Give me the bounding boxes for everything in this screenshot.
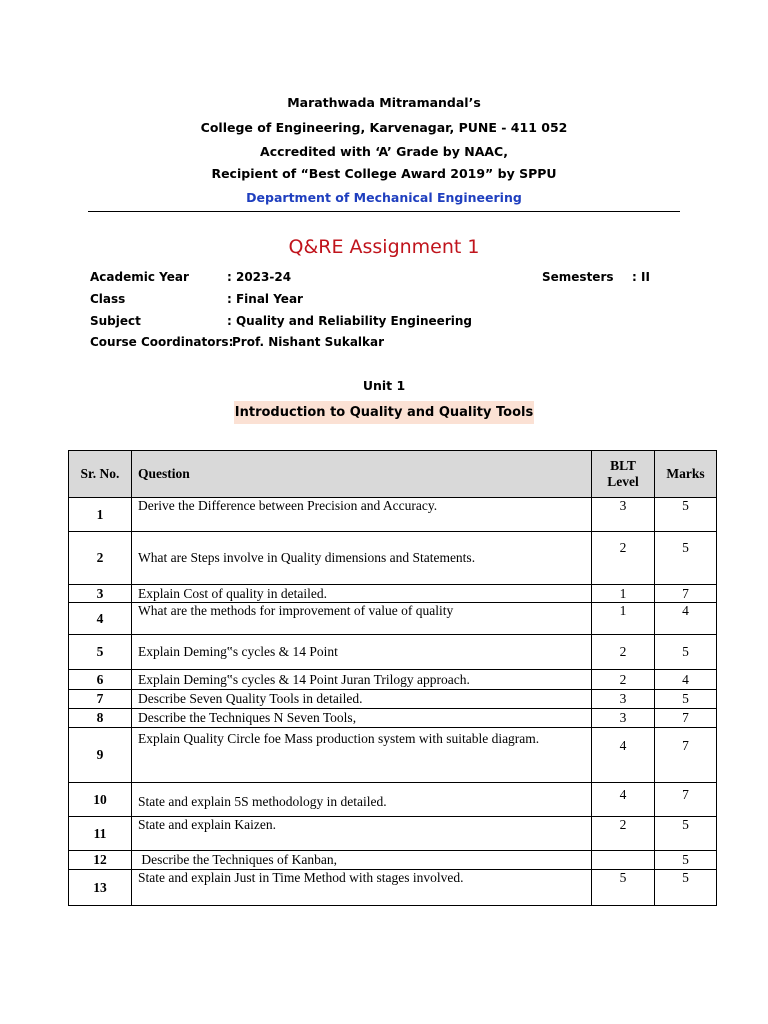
academic-year-value: : 2023-24 bbox=[227, 270, 292, 284]
subject-value: : Quality and Reliability Engineering bbox=[227, 314, 472, 328]
unit-label: Unit 1 bbox=[362, 378, 406, 393]
table-row bbox=[69, 585, 717, 603]
row-number: 3 bbox=[69, 585, 132, 603]
header-blt-level bbox=[592, 451, 655, 498]
row-marks: 5 bbox=[655, 870, 717, 906]
row-question: Explain Quality Circle foe Mass production system with suitable diagram. bbox=[132, 728, 592, 783]
row-marks: 5 bbox=[655, 532, 717, 585]
row-blt: 3 bbox=[592, 498, 655, 532]
row-question: Describe Seven Quality Tools in detailed. bbox=[132, 690, 592, 709]
row-blt: 4 bbox=[592, 783, 655, 817]
row-marks: 5 bbox=[655, 851, 717, 870]
row-blt: 4 bbox=[592, 728, 655, 783]
row-blt: 2 bbox=[592, 532, 655, 585]
table-row bbox=[69, 817, 717, 851]
row-question: Describe the Techniques of Kanban, bbox=[132, 851, 592, 870]
row-question: State and explain 5S methodology in detailed. bbox=[132, 783, 592, 817]
row-marks: 7 bbox=[655, 585, 717, 603]
row-question: Explain Deming‟s cycles & 14 Point Juran Trilogy approach. bbox=[132, 670, 592, 690]
college-trust-name: Marathwada Mitramandal’s bbox=[287, 95, 481, 110]
row-question: State and explain Kaizen. bbox=[132, 817, 592, 851]
row-question: State and explain Just in Time Method with stages involved. bbox=[132, 870, 592, 906]
row-number: 5 bbox=[69, 635, 132, 670]
row-number: 1 bbox=[69, 498, 132, 532]
row-marks: 4 bbox=[655, 603, 717, 635]
table-row bbox=[69, 851, 717, 870]
header-blt: BLT bbox=[610, 458, 636, 473]
accreditation-line: Accredited with ‘A’ Grade by NAAC, bbox=[260, 144, 508, 159]
row-blt: 1 bbox=[592, 603, 655, 635]
academic-year-label: Academic Year bbox=[90, 270, 189, 284]
college-name: College of Engineering, Karvenagar, PUNE - 411 052 bbox=[200, 120, 568, 135]
row-blt bbox=[592, 851, 655, 870]
unit-title: Introduction to Quality and Quality Tools bbox=[234, 401, 534, 424]
table-row bbox=[69, 532, 717, 585]
row-marks: 5 bbox=[655, 690, 717, 709]
row-question: What are the methods for improvement of value of quality bbox=[132, 603, 592, 635]
header-divider bbox=[88, 211, 680, 212]
row-question: Explain Deming‟s cycles & 14 Point bbox=[132, 635, 592, 670]
row-question: Describe the Techniques N Seven Tools, bbox=[132, 709, 592, 728]
row-marks: 4 bbox=[655, 670, 717, 690]
row-blt: 5 bbox=[592, 870, 655, 906]
class-value: : Final Year bbox=[227, 292, 303, 306]
assignment-title: Q&RE Assignment 1 bbox=[288, 236, 480, 258]
row-blt: 2 bbox=[592, 817, 655, 851]
class-label: Class bbox=[90, 292, 126, 306]
header-question: Question bbox=[132, 451, 592, 498]
row-blt: 2 bbox=[592, 670, 655, 690]
row-marks: 5 bbox=[655, 635, 717, 670]
row-marks: 5 bbox=[655, 817, 717, 851]
semesters-label: Semesters bbox=[542, 270, 614, 284]
semesters-value: : II bbox=[632, 270, 650, 284]
table-row bbox=[69, 870, 717, 906]
row-number: 9 bbox=[69, 728, 132, 783]
row-number: 4 bbox=[69, 603, 132, 635]
header-srno: Sr. No. bbox=[69, 451, 132, 498]
table-header-row bbox=[69, 451, 717, 498]
row-question: What are Steps involve in Quality dimensions and Statements. bbox=[132, 532, 592, 585]
row-blt: 3 bbox=[592, 709, 655, 728]
row-marks: 7 bbox=[655, 783, 717, 817]
award-line: Recipient of “Best College Award 2019” by SPPU bbox=[211, 166, 557, 181]
table-row bbox=[69, 709, 717, 728]
table-row bbox=[69, 635, 717, 670]
coordinators-value: Prof. Nishant Sukalkar bbox=[232, 335, 385, 349]
department-name: Department of Mechanical Engineering bbox=[246, 190, 522, 205]
row-marks: 5 bbox=[655, 498, 717, 532]
row-number: 7 bbox=[69, 690, 132, 709]
row-number: 10 bbox=[69, 783, 132, 817]
table-row bbox=[69, 783, 717, 817]
row-blt: 2 bbox=[592, 635, 655, 670]
table-row bbox=[69, 603, 717, 635]
row-number: 13 bbox=[69, 870, 132, 906]
header-level: Level bbox=[607, 474, 639, 489]
header-marks: Marks bbox=[655, 451, 717, 498]
row-blt: 3 bbox=[592, 690, 655, 709]
row-question: Explain Cost of quality in detailed. bbox=[132, 585, 592, 603]
row-number: 6 bbox=[69, 670, 132, 690]
row-question: Derive the Difference between Precision and Accuracy. bbox=[132, 498, 592, 532]
row-blt: 1 bbox=[592, 585, 655, 603]
table-row bbox=[69, 728, 717, 783]
row-number: 11 bbox=[69, 817, 132, 851]
row-number: 8 bbox=[69, 709, 132, 728]
row-marks: 7 bbox=[655, 728, 717, 783]
table-row bbox=[69, 690, 717, 709]
table-row bbox=[69, 670, 717, 690]
row-number: 12 bbox=[69, 851, 132, 870]
row-marks: 7 bbox=[655, 709, 717, 728]
questions-table bbox=[68, 450, 717, 906]
subject-label: Subject bbox=[90, 314, 141, 328]
table-row bbox=[69, 498, 717, 532]
coordinators-label: Course Coordinators: bbox=[90, 335, 234, 349]
row-number: 2 bbox=[69, 532, 132, 585]
